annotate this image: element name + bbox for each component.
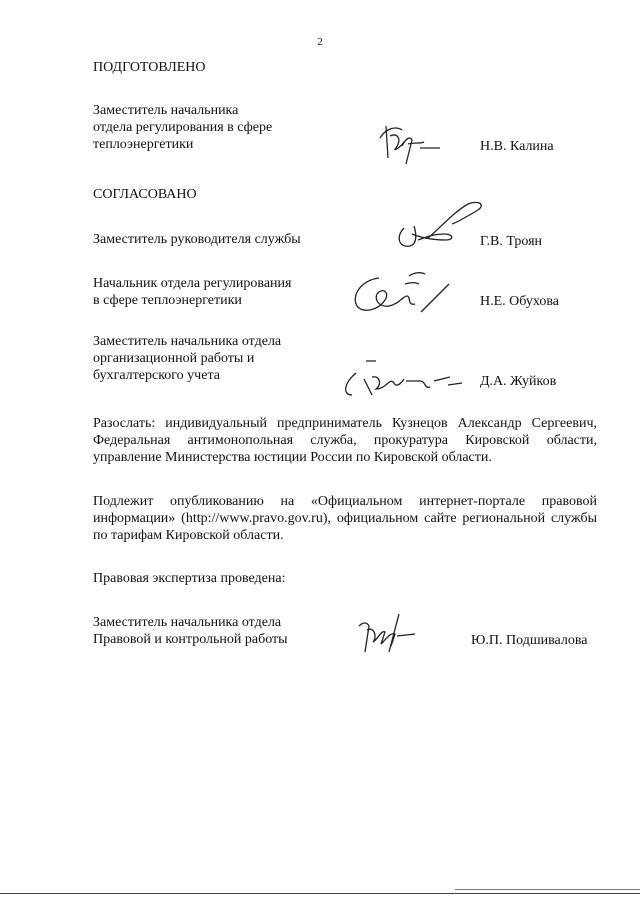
signature-obukhova [345,266,455,327]
prepared-position: Заместитель начальника отдела регулирования в сфере теплоэнергетики [93,103,273,152]
bottom-rule-short [455,889,640,890]
signature-troyan [388,194,488,259]
prepared-heading: ПОДГОТОВЛЕНО [93,60,206,75]
page-number: 2 [317,36,323,48]
signer-position: Заместитель начальника отдела организационной работы и бухгалтерского учета [93,334,282,383]
signer-position: Начальник отдела регулирования в сфере теплоэнергетики [93,276,292,308]
approved-heading: СОГЛАСОВАНО [93,187,197,202]
signature-kalina [372,118,442,171]
publication-paragraph: Подлежит опубликованию на «Официальном интернет-портале правовой информации» (http://www.pravo.gov.ru), официальном сайте региональной службы по тарифам Кировской области. [93,494,597,543]
signer-position: Заместитель руководителя службы [93,232,301,247]
signer-name: Н.Е. Обухова [480,294,559,309]
legal-review-position: Заместитель начальника отдела Правовой и контрольной работы [93,615,288,647]
prepared-name: Н.В. Калина [480,139,554,154]
legal-review-name: Ю.П. Подшивалова [471,633,588,648]
legal-review-statement: Правовая экспертиза проведена: [93,571,286,586]
signer-name: Г.В. Троян [480,234,543,249]
signature-podshivalova [345,608,425,663]
signer-name: Д.А. Жуйков [480,374,557,389]
distribution-paragraph: Разослать: индивидуальный предприниматель Кузнецов Александр Сергеевич, Федеральная антимонопольная служба, прокуратура Кировской области, управление Министерства юстиции России по Кировской области. [93,416,597,465]
bottom-rule [0,893,640,894]
signature-zhuykov [336,355,466,406]
